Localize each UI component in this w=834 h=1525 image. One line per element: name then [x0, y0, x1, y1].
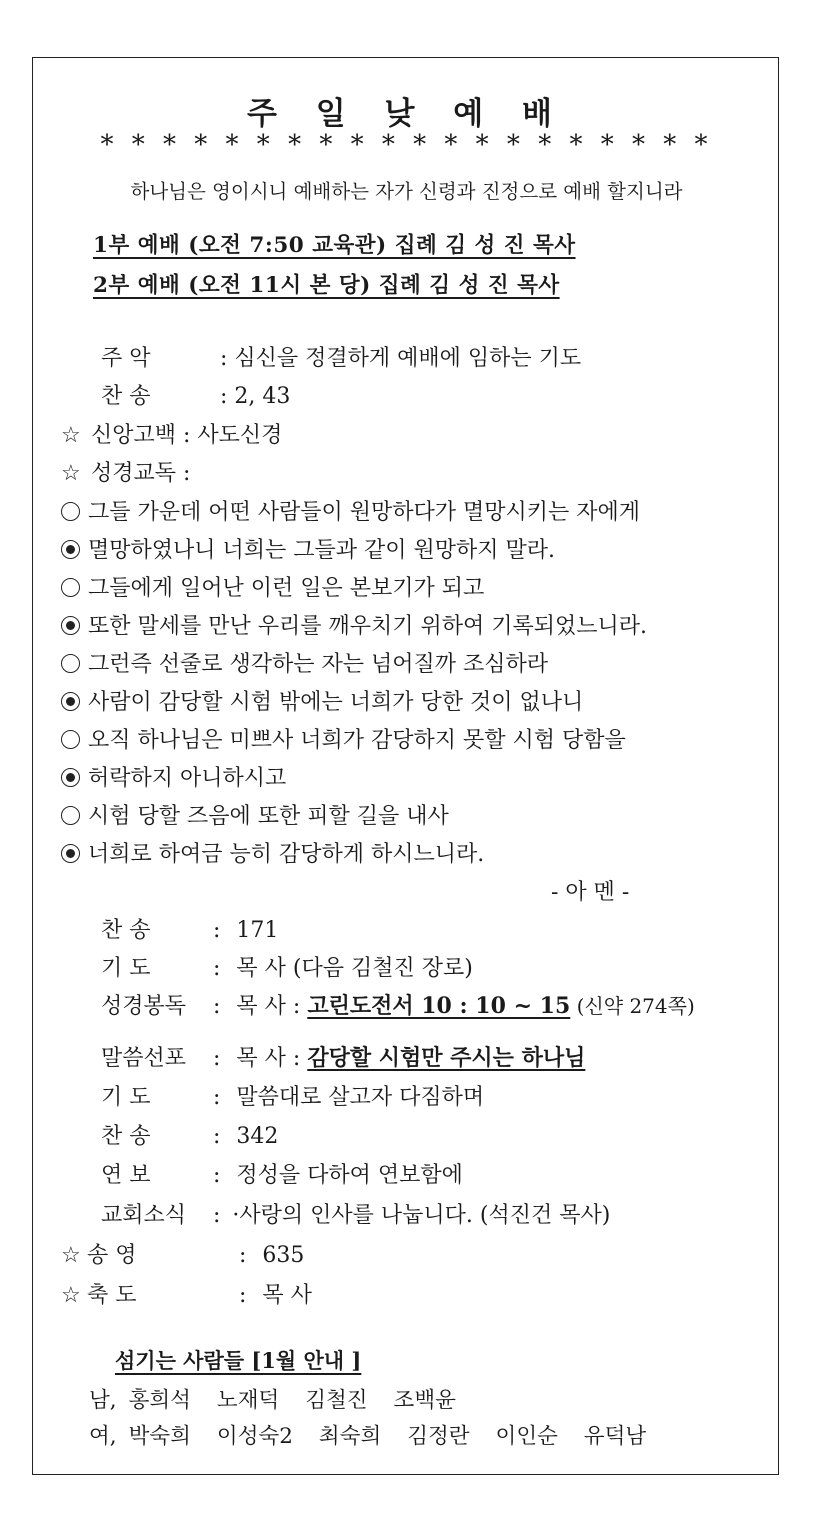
doxology-label: 송 영 [87, 1243, 137, 1268]
server-name: 김철진 [305, 1388, 368, 1413]
verse-text: 그들 가운데 어떤 사람들이 원망하다가 멸망시키는 자에게 [88, 500, 641, 525]
offering-row [101, 1158, 463, 1189]
prayer-row-1 [101, 951, 473, 982]
sep: : [176, 423, 198, 448]
open-circle-icon [61, 502, 80, 521]
verse-text: 그들에게 일어난 이런 일은 본보기가 되고 [88, 576, 485, 601]
server-name: 홍희석 [128, 1388, 191, 1413]
offering-label: 연 보 [101, 1163, 151, 1188]
filled-circle-icon [61, 616, 80, 635]
hymn-value: 171 [236, 918, 279, 943]
server-name: 박숙희 [128, 1424, 191, 1449]
prayer-label: 기 도 [101, 1085, 151, 1110]
server-name: 이성숙2 [216, 1424, 293, 1449]
hymn-value: 2, 43 [234, 384, 291, 409]
verse-leader-2 [61, 571, 484, 602]
star-divider: * * * * * * * * * * * * * * * * * * * * [100, 130, 713, 160]
sep: : [213, 1124, 221, 1149]
reading-label: 성경교독 [91, 461, 177, 486]
prelude-value: 심신을 정결하게 예배에 임하는 기도 [234, 346, 582, 371]
star-icon: ☆ [61, 423, 81, 448]
server-name: 노재덕 [216, 1388, 280, 1413]
open-circle-icon [61, 806, 80, 825]
scripture-reader: 목 사 [236, 994, 286, 1019]
sep: : [285, 1046, 308, 1071]
scripture-row [101, 989, 695, 1020]
prayer-value: 목 사 (다음 김철진 장로) [236, 956, 473, 981]
hymn-value: 342 [236, 1124, 279, 1149]
hymn-row-1 [101, 379, 290, 410]
news-value: ·사랑의 인사를 나눕니다. (석진건 목사) [232, 1203, 611, 1228]
hymn-label: 찬 송 [101, 1124, 151, 1149]
sermon-label: 말씀선포 [101, 1046, 187, 1071]
verse-text: 시험 당할 즈음에 또한 피할 길을 내사 [88, 804, 449, 829]
verse-text: 오직 하나님은 미쁘사 너희가 감당하지 못할 시험 당함을 [88, 728, 626, 753]
server-name: 유덕남 [583, 1424, 647, 1449]
star-icon: ☆ [61, 461, 81, 486]
creed-row [61, 418, 282, 449]
servers-women [89, 1419, 646, 1450]
creed-value: 사도신경 [197, 423, 283, 448]
verse-congregation-4 [61, 761, 286, 792]
open-circle-icon [61, 578, 80, 597]
filled-circle-icon [61, 768, 80, 787]
prelude-row [101, 341, 581, 372]
verse-congregation-1 [61, 533, 555, 564]
offering-value: 정성을 다하여 연보함에 [236, 1163, 463, 1188]
service-2-line: 2부 예배 (오전 11시 본 당) 집례 김 성 진 목사 [93, 273, 560, 298]
open-circle-icon [61, 730, 80, 749]
verse-congregation-3 [61, 685, 583, 716]
sep: : [213, 1163, 221, 1188]
sep: : [213, 1203, 221, 1228]
bulletin-frame [32, 57, 779, 1475]
scripture-page: (신약 274쪽) [576, 994, 695, 1018]
hymn-row-2 [101, 913, 278, 944]
verse-leader-3 [61, 647, 548, 678]
verse-leader-5 [61, 799, 449, 830]
prayer-label: 기 도 [101, 956, 151, 981]
page-title: 주 일 낮 예 배 [247, 96, 566, 132]
sep: : [213, 1085, 221, 1110]
star-icon: ☆ [61, 1283, 81, 1308]
doxology-row [61, 1238, 304, 1269]
sep: : [239, 1243, 247, 1268]
sep: : [213, 918, 221, 943]
servers-men [89, 1383, 482, 1414]
hymn-row-3 [101, 1119, 278, 1150]
hymn-label: 찬 송 [101, 918, 151, 943]
verse-congregation-5 [61, 837, 484, 868]
sep: : [239, 1283, 247, 1308]
servers-heading: 섬기는 사람들 [1월 안내 ] [115, 1348, 362, 1373]
star-icon: ☆ [61, 1243, 81, 1268]
benediction-label: 축 도 [87, 1283, 137, 1308]
verse-text: 멸망하였나니 너희는 그들과 같이 원망하지 말라. [88, 538, 556, 563]
reading-row [61, 456, 190, 487]
prelude-label: 주 악 [101, 346, 151, 371]
doxology-value: 635 [262, 1243, 305, 1268]
news-label: 교회소식 [101, 1203, 187, 1228]
sermon-row [101, 1041, 585, 1072]
sep: : [213, 384, 235, 409]
sep: : [285, 994, 308, 1019]
verse-leader-1 [61, 495, 640, 526]
sep: : [213, 956, 221, 981]
sep: : [176, 461, 191, 486]
hymn-label: 찬 송 [101, 384, 151, 409]
server-name: 김정란 [407, 1424, 470, 1449]
sermon-preacher: 목 사 [236, 1046, 286, 1071]
creed-label: 신앙고백 [91, 423, 177, 448]
filled-circle-icon [61, 540, 80, 559]
news-row [101, 1198, 610, 1229]
benediction-row [61, 1278, 312, 1309]
filled-circle-icon [61, 844, 80, 863]
men-prefix: 남, [89, 1388, 117, 1413]
women-prefix: 여, [89, 1424, 117, 1449]
verse-leader-4 [61, 723, 626, 754]
amen: - 아 멘 - [551, 880, 630, 905]
scripture-label: 성경봉독 [101, 994, 187, 1019]
prayer-value: 말씀대로 살고자 다짐하며 [236, 1085, 485, 1110]
server-name: 조백윤 [393, 1388, 456, 1413]
verse-text: 그런즉 선줄로 생각하는 자는 넘어질까 조심하라 [88, 652, 549, 677]
motto-verse: 하나님은 영이시니 예배하는 자가 신령과 진정으로 예배 할지니라 [130, 180, 683, 203]
sep: : [213, 346, 235, 371]
verse-text: 너희로 하여금 능히 감당하게 하시느니라. [88, 842, 485, 867]
benediction-value: 목 사 [262, 1283, 312, 1308]
server-name: 최숙희 [318, 1424, 382, 1449]
filled-circle-icon [61, 692, 80, 711]
service-1-line: 1부 예배 (오전 7:50 교육관) 집례 김 성 진 목사 [93, 233, 576, 258]
open-circle-icon [61, 654, 80, 673]
prayer-row-2 [101, 1080, 484, 1111]
verse-text: 사람이 감당할 시험 밖에는 너희가 당한 것이 없나니 [88, 690, 584, 715]
scripture-reference: 고린도전서 10 : 10 ~ 15 [307, 993, 571, 1019]
verse-text: 또한 말세를 만난 우리를 깨우치기 위하여 기록되었느니라. [88, 614, 648, 639]
sep: : [213, 1046, 221, 1071]
server-name: 이인순 [495, 1424, 558, 1449]
verse-congregation-2 [61, 609, 647, 640]
sermon-title: 감당할 시험만 주시는 하나님 [307, 1045, 586, 1071]
sep: : [213, 994, 221, 1019]
verse-text: 허락하지 아니하시고 [88, 766, 287, 791]
